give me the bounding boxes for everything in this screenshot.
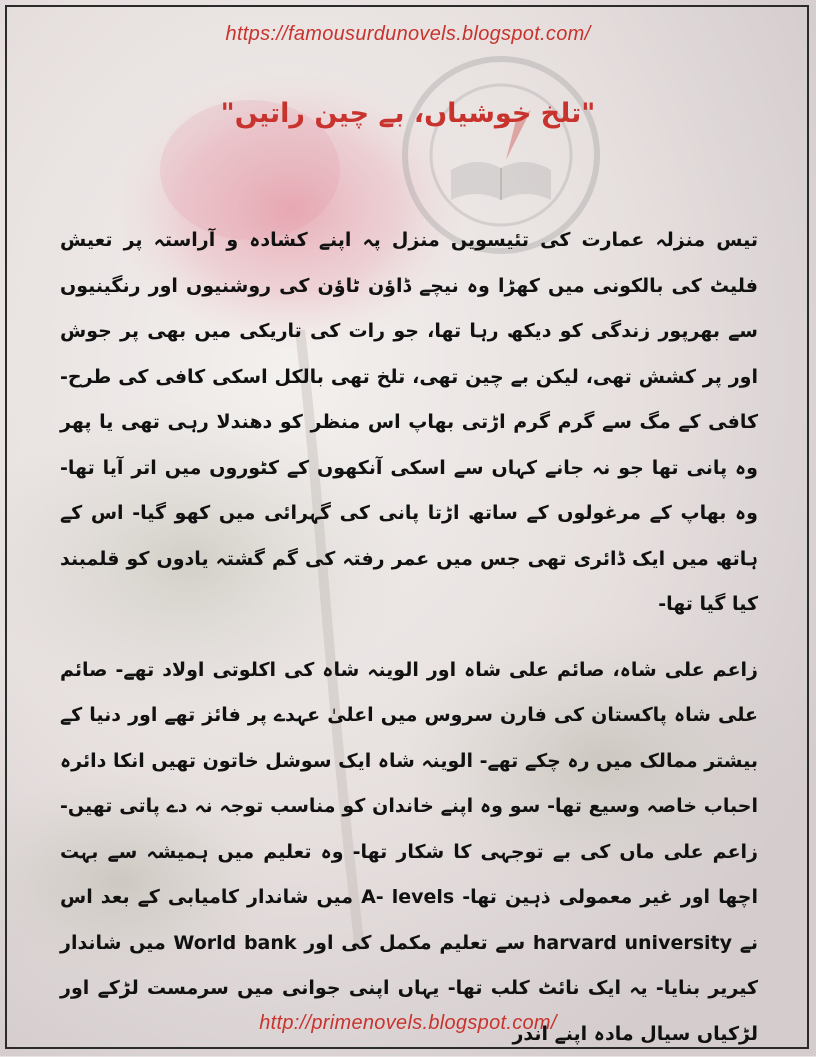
paragraph: زاعم علی شاہ، صائم علی شاہ اور الوینہ شاہ کی اکلوتی اولاد تھے- صائم علی شاہ پاکستان کی فارن سروس میں اعلیٰ عہدے پر فائز تھے اور دنیا کے بیشتر ممالک میں رہ چکے تھے- الوینہ شاہ ایک سوشل خاتون تھیں انکا دائرہ احباب خاصہ وسیع تھا- سو وہ اپنے خاندان کو مناسب توجہ نہ دے پاتی تھیں- زاعم علی ماں کی بے توجہی کا شکار تھا- وہ تعلیم میں ہمیشہ سے بہت اچھا اور غیر معمولی ذہین تھا- A- levels میں شاندار کامیابی کے بعد اس نے harvard university سے تعلیم مکمل کی اور World bank میں شاندار کیریر بنایا- یہ ایک نائٹ کلب تھا- یہاں اپنی جوانی میں سرمست لڑکے اور لڑکیاں سیال مادہ اپنے اندر <box>60 648 758 1057</box>
story-text <box>60 218 758 1057</box>
blog-url-footer[interactable]: http://primenovels.blogspot.com/ <box>0 1012 816 1035</box>
blog-url-header[interactable]: https://famousurdunovels.blogspot.com/ <box>0 23 816 46</box>
novel-title: "تلخ خوشیاں، بے چین راتیں" <box>0 98 816 129</box>
paragraph: تیس منزلہ عمارت کی تئیسویں منزل پہ اپنے کشادہ و آراستہ پر تعیش فلیٹ کی بالکونی میں کھڑا وہ نیچے ڈاؤن ٹاؤن کی روشنیوں اور رنگینیوں سے بھرپور زندگی کو دیکھ رہا تھا، جو رات کی تاریکی میں بھی پر جوش اور پر کشش تھی، لیکن بے چین تھی، تلخ تھی بالکل اسکی کافی کی طرح- کافی کے مگ سے گرم گرم اڑتی بھاپ اس منظر کو دھندلا رہی تھی یا پھر وہ پانی تھا جو نہ جانے کہاں سے اسکی آنکھوں کے کٹوروں میں اتر آیا تھا- وہ بھاپ کے مرغولوں کے ساتھ اڑتا پانی کی گہرائی میں کھو گیا- اس کے ہاتھ میں ایک ڈائری تھی جس میں عمر رفتہ کی گم گشتہ یادوں کو قلمبند کیا گیا تھا- <box>60 218 758 628</box>
